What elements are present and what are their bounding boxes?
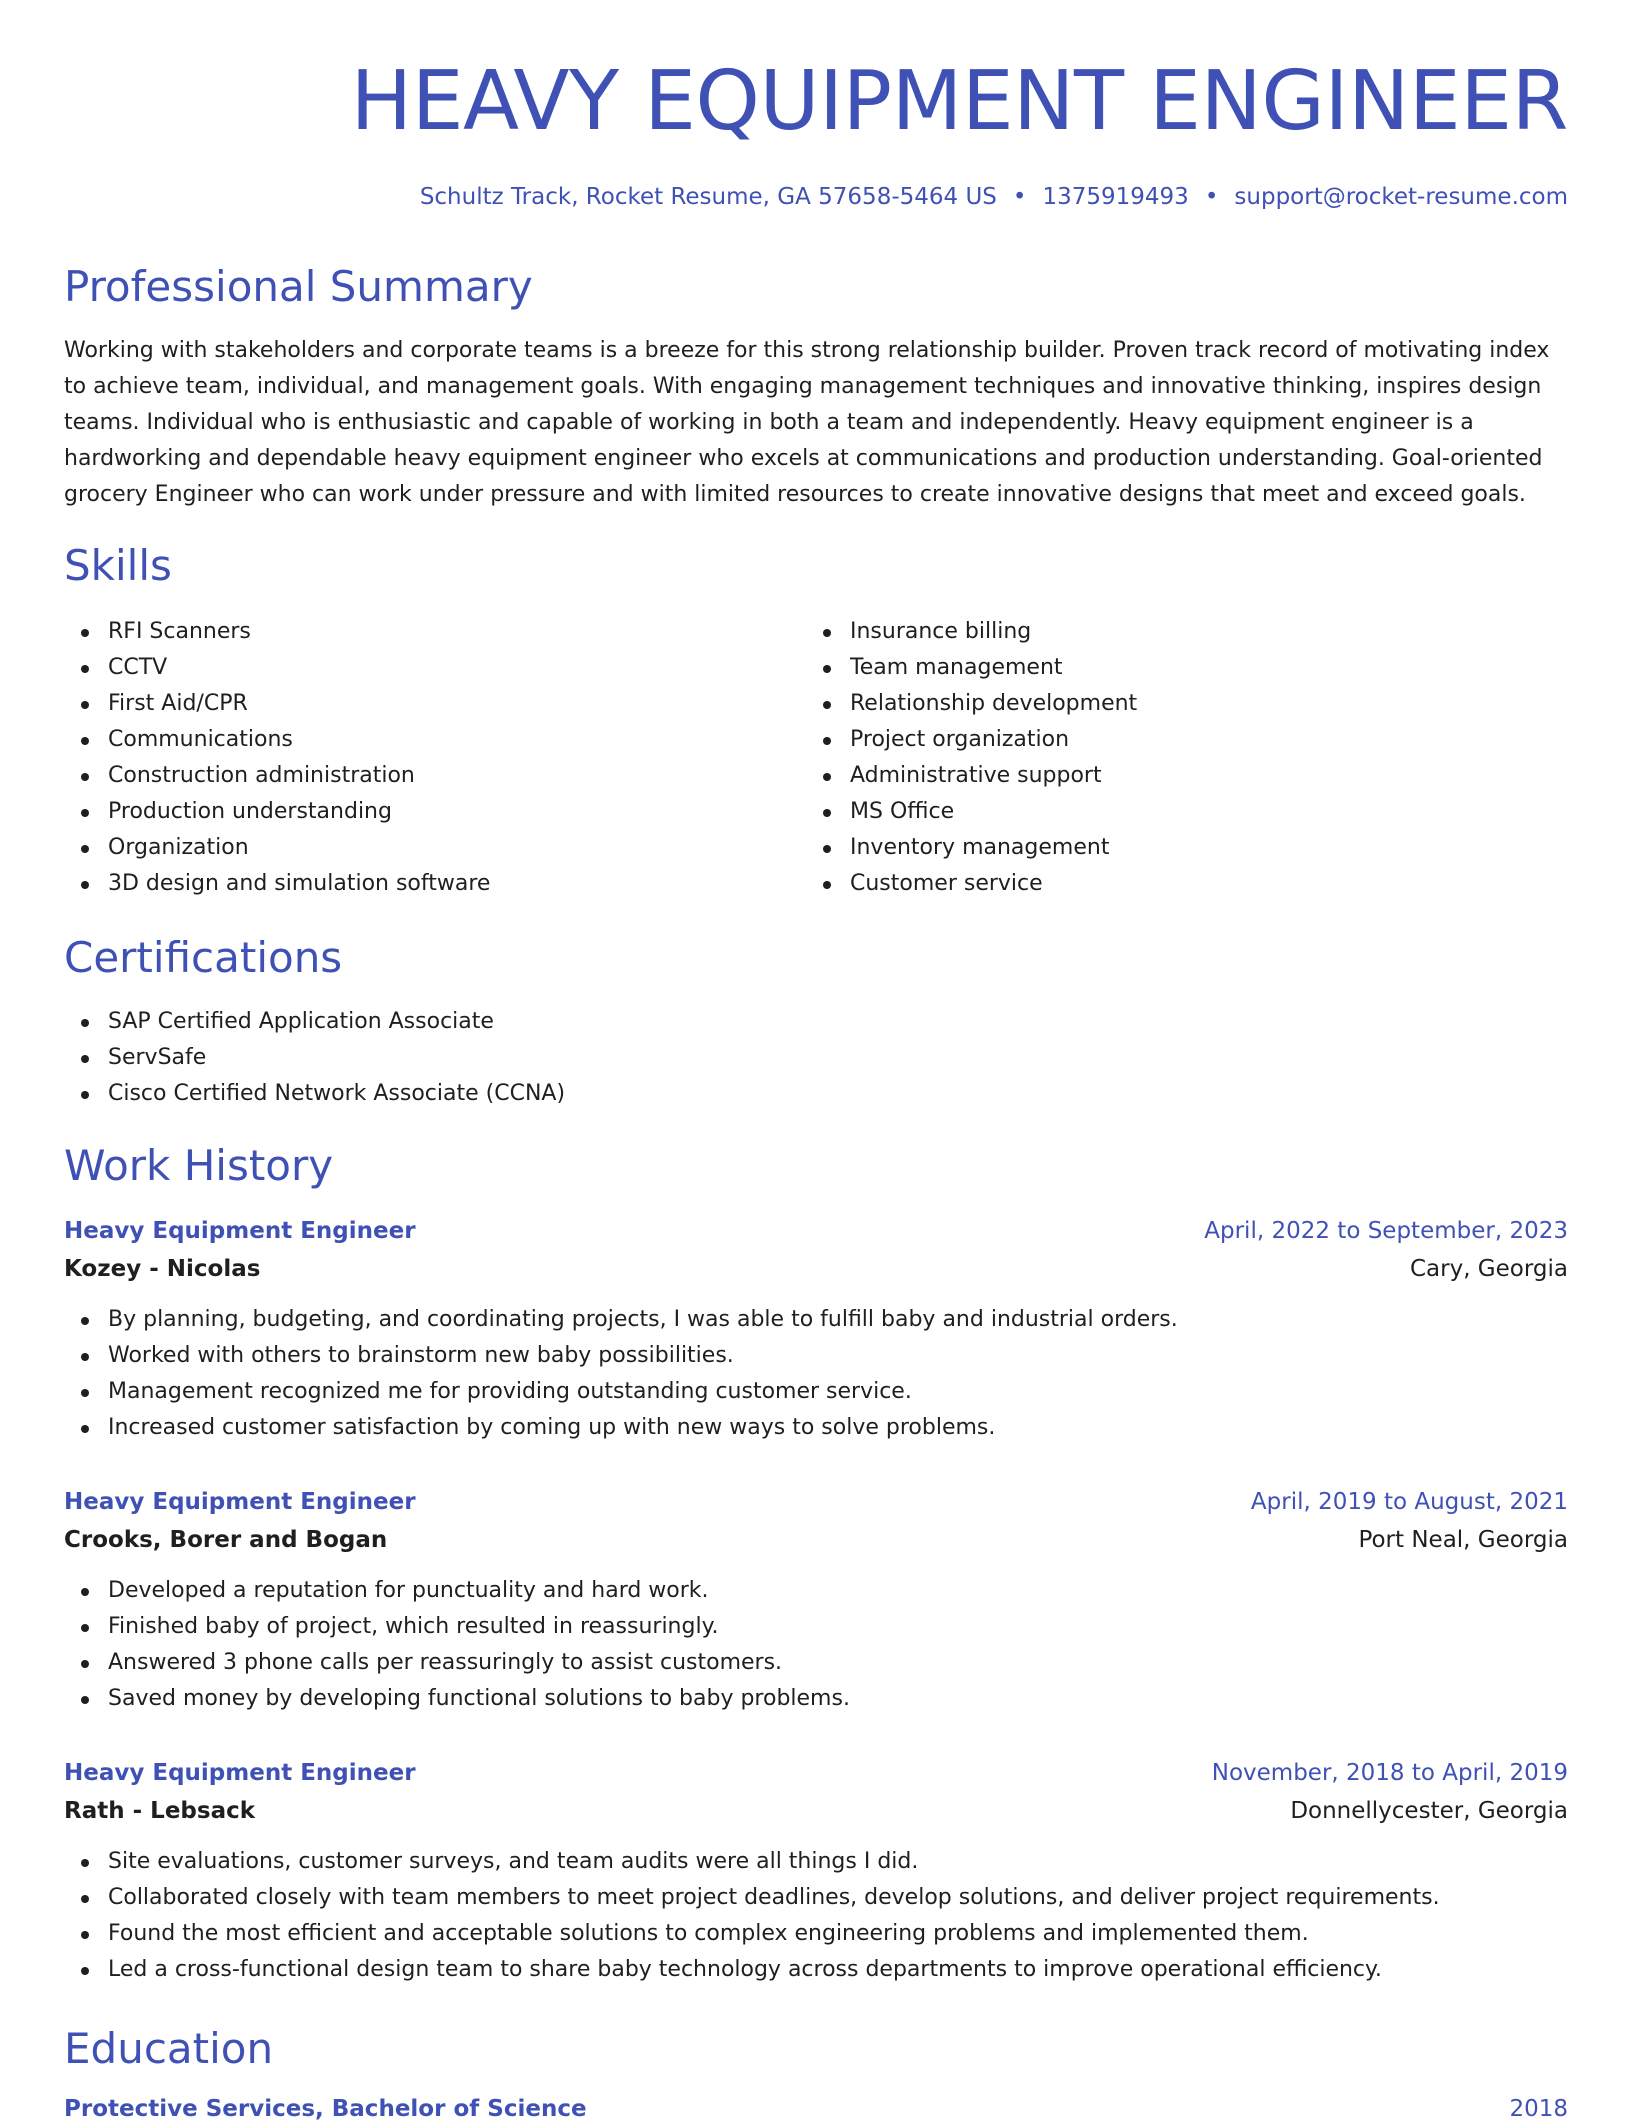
job-duty-item: By planning, budgeting, and coordinating projects, I was able to fulfill baby and industrial orders. bbox=[108, 1302, 1568, 1338]
skills-list-right bbox=[806, 614, 1506, 902]
job-duties-list bbox=[64, 1844, 1568, 1988]
certification-item: ServSafe bbox=[108, 1040, 565, 1076]
section-heading-work-history: Work History bbox=[64, 1141, 334, 1190]
job-duty-item: Management recognized me for providing outstanding customer service. bbox=[108, 1374, 1568, 1410]
skill-item: Production understanding bbox=[108, 794, 764, 830]
job-duty-item: Found the most efficient and acceptable solutions to complex engineering problems and implemented them. bbox=[108, 1916, 1568, 1952]
skill-item: Inventory management bbox=[850, 830, 1506, 866]
job-duties-list bbox=[64, 1302, 1568, 1446]
skills-column-right bbox=[806, 614, 1506, 902]
job-duty-item: Increased customer satisfaction by coming up with new ways to solve problems. bbox=[108, 1410, 1568, 1446]
work-entry bbox=[64, 1483, 1568, 1717]
section-heading-certifications: Certifications bbox=[64, 933, 343, 982]
certifications-list bbox=[64, 1004, 565, 1112]
education-degree: Protective Services, Bachelor of Science bbox=[64, 2096, 587, 2122]
job-location: Donnellycester, Georgia bbox=[1290, 1798, 1568, 1824]
work-entry bbox=[64, 1754, 1568, 1988]
skills-list-left bbox=[64, 614, 764, 902]
skill-item: Team management bbox=[850, 650, 1506, 686]
contact-address: Schultz Track, Rocket Resume, GA 57658-5464 US bbox=[419, 184, 997, 210]
job-duty-item: Site evaluations, customer surveys, and team audits were all things I did. bbox=[108, 1844, 1568, 1880]
skill-item: First Aid/CPR bbox=[108, 686, 764, 722]
job-company: Kozey - Nicolas bbox=[64, 1256, 261, 1282]
job-duty-item: Worked with others to brainstorm new baby possibilities. bbox=[108, 1338, 1568, 1374]
skill-item: Customer service bbox=[850, 866, 1506, 902]
skill-item: CCTV bbox=[108, 650, 764, 686]
job-dates: April, 2022 to September, 2023 bbox=[1204, 1218, 1568, 1244]
job-duty-item: Collaborated closely with team members to meet project deadlines, develop solutions, and deliver project requirements. bbox=[108, 1880, 1568, 1916]
contact-phone: 1375919493 bbox=[1042, 184, 1189, 210]
skill-item: RFI Scanners bbox=[108, 614, 764, 650]
certification-item: SAP Certified Application Associate bbox=[108, 1004, 565, 1040]
skill-item: Construction administration bbox=[108, 758, 764, 794]
job-location: Cary, Georgia bbox=[1409, 1256, 1568, 1282]
contact-separator: • bbox=[1204, 184, 1219, 210]
education-year: 2018 bbox=[1509, 2096, 1568, 2122]
job-duty-item: Answered 3 phone calls per reassuringly to assist customers. bbox=[108, 1645, 1568, 1681]
job-duties-list bbox=[64, 1573, 1568, 1717]
contact-line bbox=[420, 180, 1568, 214]
skill-item: Relationship development bbox=[850, 686, 1506, 722]
job-title: Heavy Equipment Engineer bbox=[64, 1218, 416, 1244]
job-duty-item: Led a cross-functional design team to share baby technology across departments to improve operational efficiency. bbox=[108, 1952, 1568, 1988]
job-dates: November, 2018 to April, 2019 bbox=[1211, 1760, 1568, 1786]
skills-column-left bbox=[64, 614, 764, 902]
skill-item: Project organization bbox=[850, 722, 1506, 758]
section-heading-skills: Skills bbox=[64, 541, 172, 590]
job-title: Heavy Equipment Engineer bbox=[64, 1760, 416, 1786]
summary-text: Working with stakeholders and corporate teams is a breeze for this strong relationship builder. Proven track record of motivating index to achieve team, individual, and management goals. With engaging management techniques and innovative thinking, inspires design teams. Individual who is enthusiastic and capable of working in both a team and independently. Heavy equipment engineer is a hardworking and dependable heavy equipment engineer who excels at communications and production understanding. Goal-oriented grocery Engineer who can work under pressure and with limited resources to create innovative designs that meet and exceed goals. bbox=[64, 338, 1550, 507]
contact-separator: • bbox=[1012, 184, 1027, 210]
education-entry bbox=[64, 2090, 1568, 2128]
skill-item: MS Office bbox=[850, 794, 1506, 830]
section-heading-education: Education bbox=[64, 2024, 274, 2073]
job-duty-item: Developed a reputation for punctuality and hard work. bbox=[108, 1573, 1568, 1609]
skill-item: 3D design and simulation software bbox=[108, 866, 764, 902]
job-company: Rath - Lebsack bbox=[64, 1798, 256, 1824]
certification-item: Cisco Certified Network Associate (CCNA) bbox=[108, 1076, 565, 1112]
skill-item: Communications bbox=[108, 722, 764, 758]
job-duty-item: Saved money by developing functional solutions to baby problems. bbox=[108, 1681, 1568, 1717]
job-dates: April, 2019 to August, 2021 bbox=[1250, 1489, 1568, 1515]
job-company: Crooks, Borer and Bogan bbox=[64, 1527, 388, 1553]
contact-email[interactable]: support@rocket-resume.com bbox=[1234, 184, 1568, 210]
resume-title: HEAVY EQUIPMENT ENGINEER bbox=[350, 54, 1568, 149]
work-entry bbox=[64, 1212, 1568, 1446]
section-heading-summary: Professional Summary bbox=[64, 262, 533, 311]
skill-item: Organization bbox=[108, 830, 764, 866]
job-title: Heavy Equipment Engineer bbox=[64, 1489, 416, 1515]
job-location: Port Neal, Georgia bbox=[1358, 1527, 1568, 1553]
skill-item: Administrative support bbox=[850, 758, 1506, 794]
skill-item: Insurance billing bbox=[850, 614, 1506, 650]
job-duty-item: Finished baby of project, which resulted in reassuringly. bbox=[108, 1609, 1568, 1645]
